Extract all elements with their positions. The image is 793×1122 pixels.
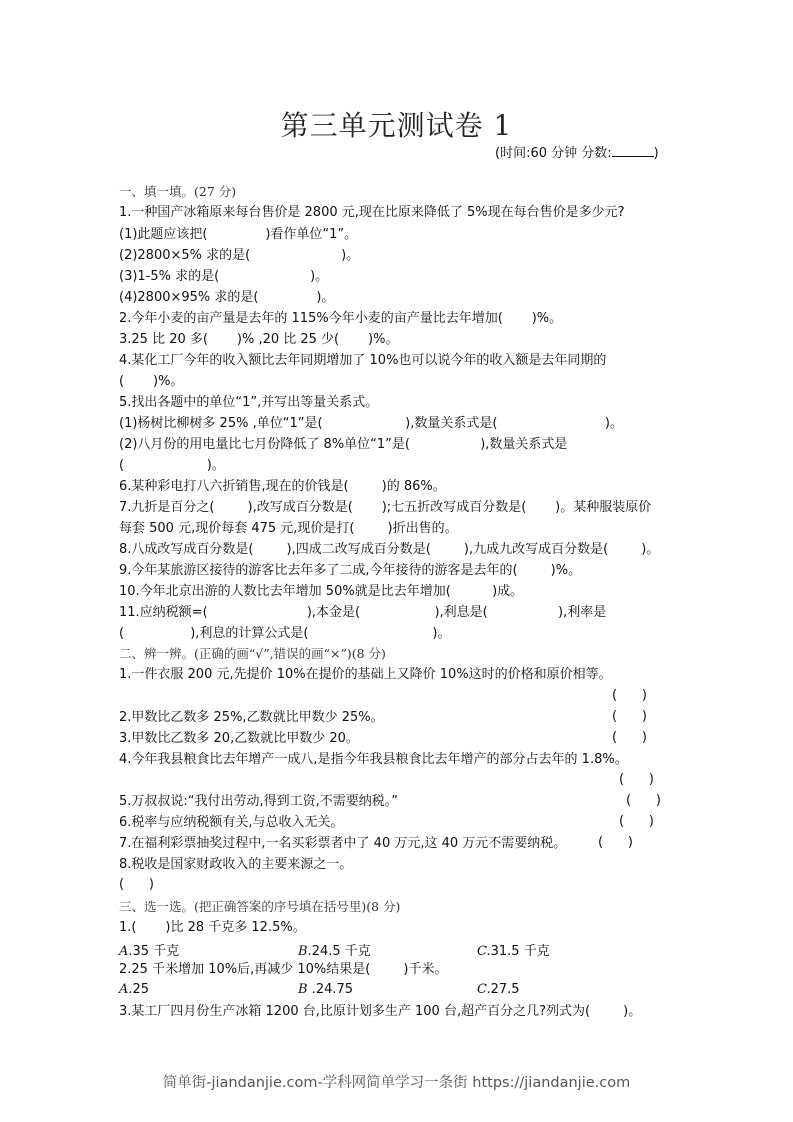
option-value: 35 千克 [132, 944, 180, 959]
judge-item: 2.甲数比乙数多 25%,乙数就比甲数少 25%。 [119, 710, 384, 725]
judge-item: 3.甲数比乙数多 20,乙数就比甲数少 20。 [119, 731, 359, 746]
option-letter: C. [477, 944, 491, 959]
answer-paren: ( ) [619, 814, 654, 829]
time-score-label: (时间:60 分钟 分数: [495, 146, 612, 161]
answer-paren: ( ) [598, 835, 633, 850]
question-line: 6.某种彩电打八六折销售,现在的价钱是( )的 86%。 [119, 479, 446, 494]
choice-question: 3.某工厂四月份生产冰箱 1200 台,比原计划多生产 100 台,超产百分之几?列式为( )。 [119, 1004, 642, 1019]
question-line: ( ),利息的计算公式是( )。 [119, 626, 451, 641]
option-value: 24.5 千克 [311, 944, 371, 959]
question-line: ( )。 [119, 458, 225, 473]
question-line: 7.九折是百分之( ),改写成百分数是( );七五折改写成百分数是( )。某种服装原价 [119, 500, 652, 515]
option-c [477, 940, 550, 959]
option-value: 25 [132, 982, 150, 997]
time-score-line [495, 142, 659, 161]
question-line: ( )%。 [119, 374, 184, 389]
question-line: 1.一种国产冰箱原来每台售价是 2800 元,现在比原来降低了 5%现在每台售价是多少元? [119, 205, 625, 220]
section-1-heading: 一、填一填。(27 分) [119, 184, 237, 199]
option-letter: A. [119, 982, 133, 997]
answer-paren: ( ) [612, 730, 647, 745]
watermark-footer: 简单街-jiandanjie.com-学科网简单学习一条街 https://jiandanjie.com [162, 1075, 631, 1091]
answer-paren: ( ) [612, 688, 647, 703]
question-line: (1)此题应该把( )看作单位“1”。 [119, 227, 358, 242]
question-line: (4)2800×95% 求的是( )。 [119, 290, 335, 305]
judge-item: 6.税率与应纳税额有关,与总收入无关。 [119, 815, 344, 830]
answer-paren: ( ) [626, 793, 661, 808]
option-a [119, 982, 149, 997]
question-line: 5.找出各题中的单位“1”,并写出等量关系式。 [119, 395, 379, 410]
question-line: 每套 500 元,现价每套 475 元,现价是打( )折出售的。 [119, 521, 458, 536]
option-b [298, 940, 371, 959]
question-line: 3.25 比 20 多( )% ,20 比 25 少( )%。 [119, 332, 399, 347]
judge-item: 1.一件衣服 200 元,先提价 10%在提价的基础上又降价 10%这时的价格和原价相等。 [119, 667, 612, 682]
question-line: (2)八月份的用电量比七月份降低了 8%单位“1”是( ),数量关系式是 [119, 437, 568, 452]
option-letter: B. [298, 944, 312, 959]
option-value: 27.5 [490, 982, 520, 997]
question-line: (2)2800×5% 求的是( )。 [119, 248, 360, 263]
option-b [298, 982, 353, 997]
question-line: 2.今年小麦的亩产量是去年的 115%今年小麦的亩产量比去年增加( )%。 [119, 311, 563, 326]
question-line: 9.今年某旅游区接待的游客比去年多了二成,今年接待的游客是去年的( )%。 [119, 563, 582, 578]
answer-paren: ( ) [119, 877, 154, 892]
judge-item: 7.在福利彩票抽奖过程中,一名买彩票者中了 40 万元,这 40 万元不需要纳税。 [119, 836, 567, 851]
question-line: 4.某化工厂今年的收入额比去年同期增加了 10%也可以说今年的收入额是去年同期的 [119, 353, 607, 368]
question-line: 10.今年北京出游的人数比去年增加 50%就是比去年增加( )成。 [119, 584, 524, 599]
answer-paren: ( ) [619, 772, 654, 787]
option-letter: A. [119, 944, 133, 959]
option-a [119, 940, 179, 959]
page-title: 第三单元测试卷 1 [280, 109, 513, 142]
option-value: 31.5 千克 [490, 944, 550, 959]
option-letter: C. [477, 982, 491, 997]
judge-item: 4.今年我县粮食比去年增产一成八,是指今年我县粮食比去年增产的部分占去年的 1.8%。 [119, 752, 628, 767]
choice-question: 1.( )比 28 千克多 12.5%。 [119, 920, 306, 935]
option-c [477, 982, 520, 997]
section-2-heading: 二、辨一辨。(正确的画“√”,错误的画“×”)(8 分) [119, 646, 386, 661]
option-letter: B . [298, 982, 316, 997]
time-score-close: ) [653, 146, 659, 161]
choice-question: 2.25 千米增加 10%后,再减少 10%结果是( )千米。 [119, 962, 448, 977]
question-line: 8.八成改写成百分数是( ),四成二改写成百分数是( ),九成九改写成百分数是( )。 [119, 542, 660, 557]
question-line: (1)杨树比柳树多 25% ,单位“1”是( ),数量关系式是( )。 [119, 416, 623, 431]
judge-item: 8.税收是国家财政收入的主要来源之一。 [119, 857, 353, 872]
section-3-heading: 三、选一选。(把正确答案的序号填在括号里)(8 分) [119, 899, 401, 914]
score-blank [612, 144, 654, 157]
answer-paren: ( ) [612, 709, 647, 724]
option-value: 24.75 [315, 982, 354, 997]
judge-item: 5.万叔叔说:“我付出劳动,得到工资,不需要纳税。” [119, 794, 399, 809]
question-line: 11.应纳税额=( ),本金是( ),利息是( ),利率是 [119, 605, 607, 620]
question-line: (3)1-5% 求的是( )。 [119, 269, 329, 284]
